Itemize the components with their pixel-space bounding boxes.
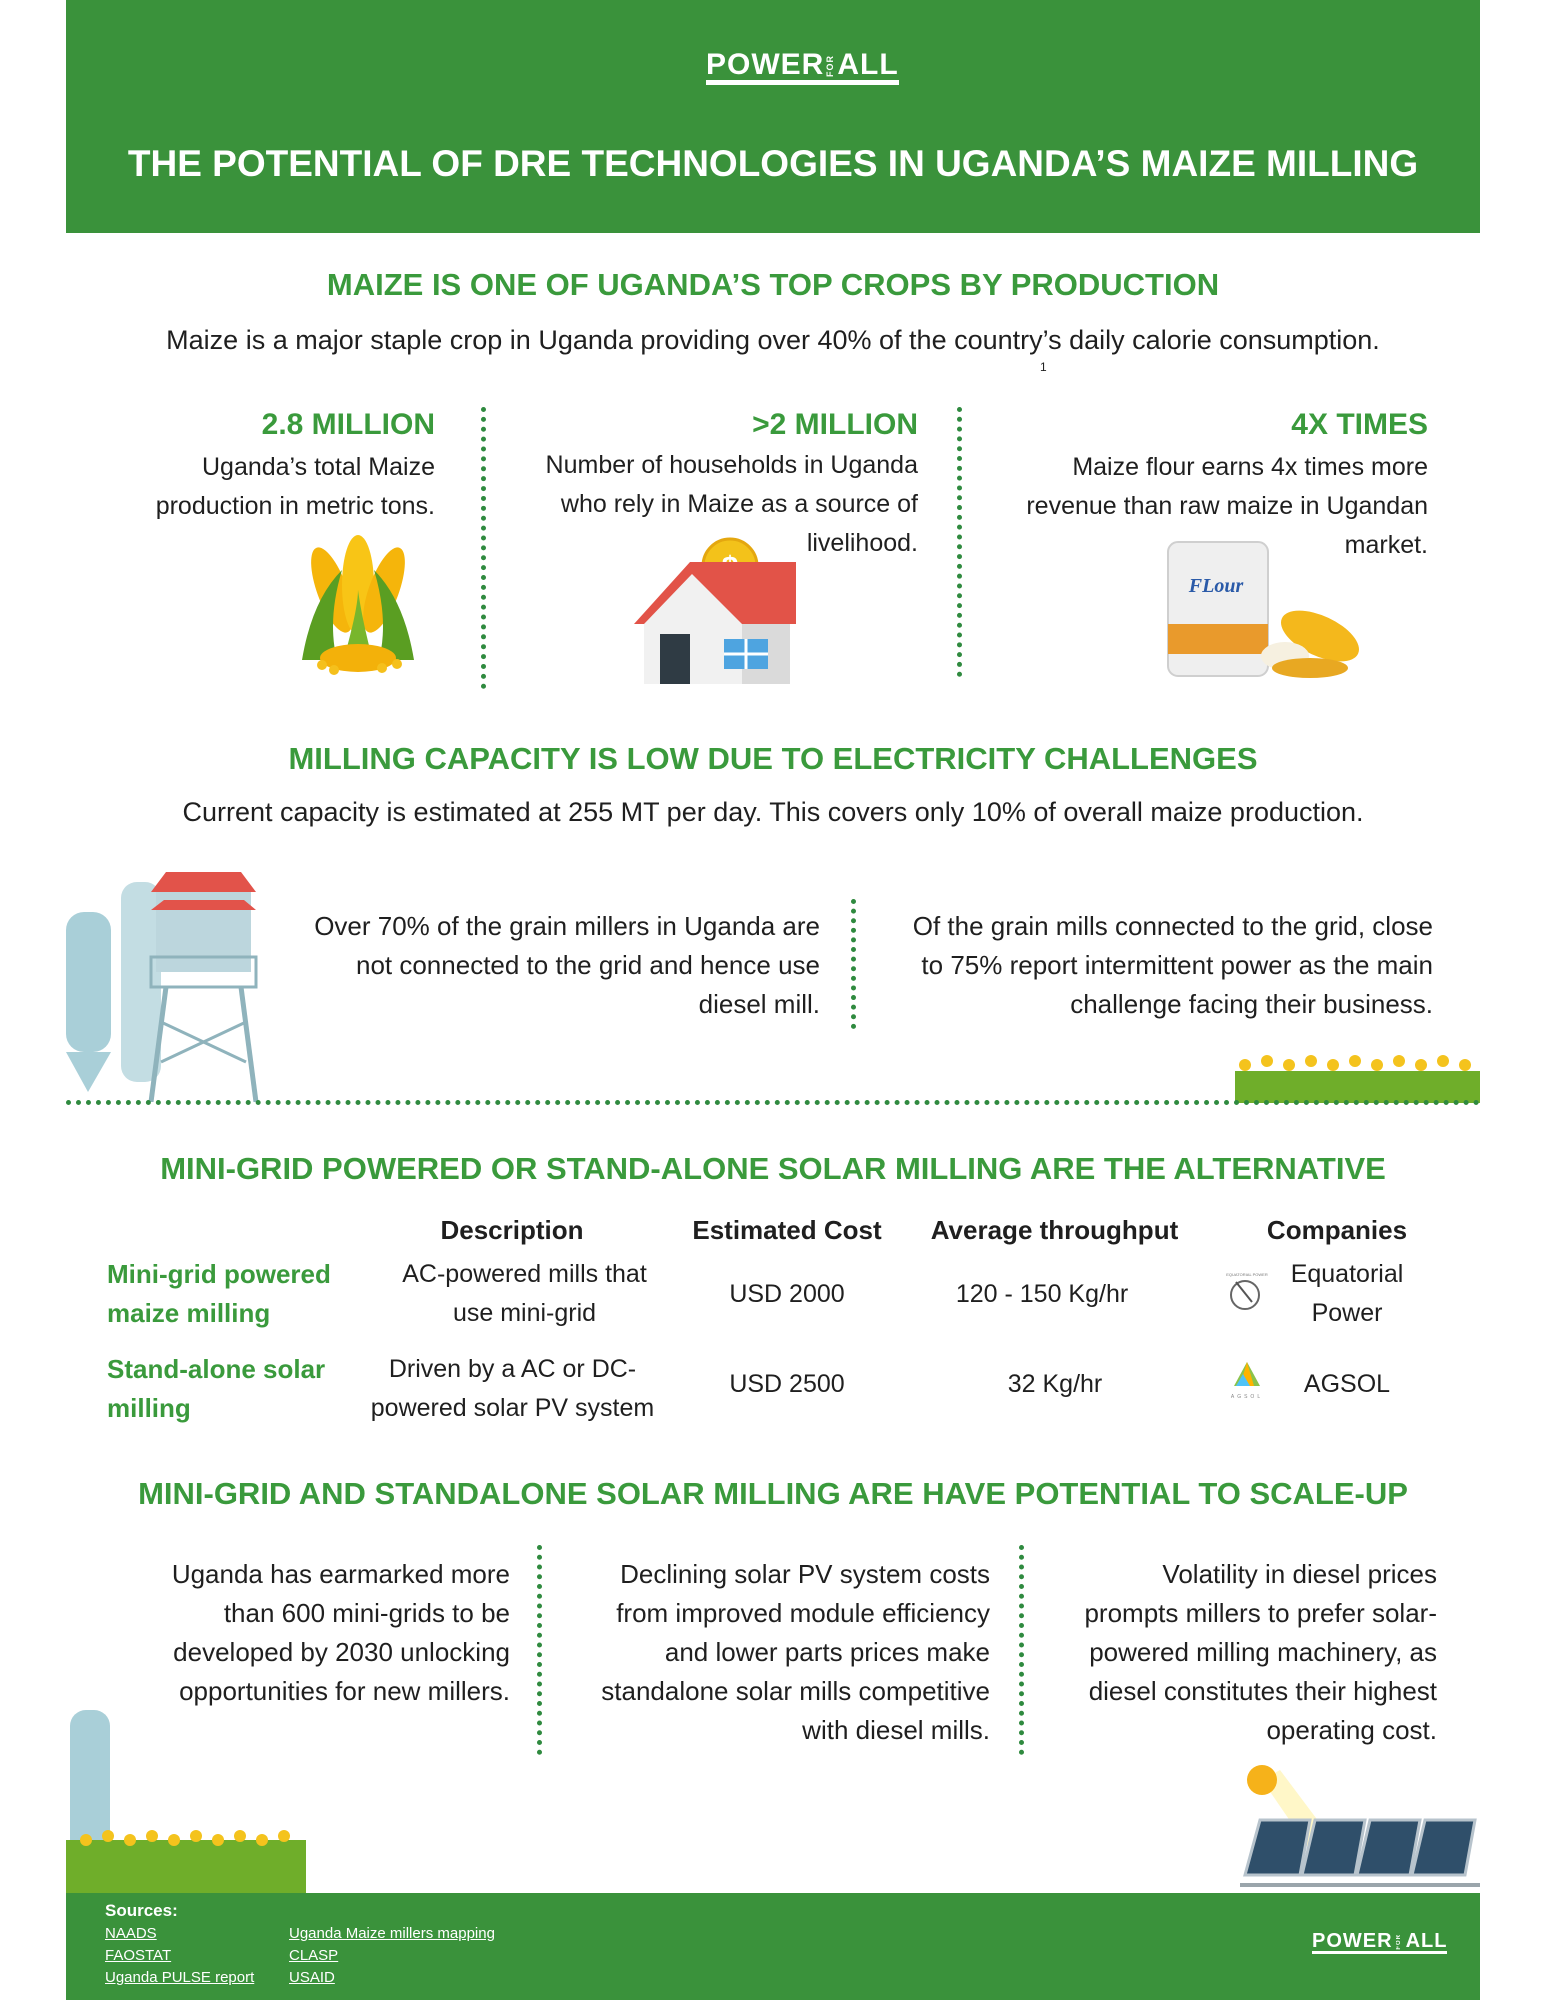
stat-value: 4X TIMES [1291,408,1428,441]
section3-title: MINI-GRID POWERED OR STAND-ALONE SOLAR MILLING ARE THE ALTERNATIVE [160,1151,1386,1186]
body-line: prompts millers to prefer solar- [1084,1598,1437,1628]
stat-line: revenue than raw maize in Ugandan [1026,492,1428,520]
stat-line: livelihood. [806,529,918,557]
cell-line: use mini-grid [452,1299,597,1327]
body-line: opportunities for new millers. [179,1676,510,1706]
table-row-label [107,1350,347,1428]
body-line: Declining solar PV system costs [620,1559,990,1589]
cell-line: AC-powered mills that [402,1260,647,1288]
body-line: from improved module efficiency [616,1598,990,1628]
body-line: not connected to the grid and hence use [355,950,820,980]
company-name-line: Equatorial [1290,1260,1404,1288]
sources-column [289,1923,495,1989]
grid-connection-text [300,907,820,1024]
scale-up-mini-grids-text [120,1555,510,1711]
house-money-icon [630,532,802,684]
source-link-pulse[interactable]: Uganda PULSE report [105,1969,255,1986]
horizontal-divider [66,1100,1480,1105]
maize-cobs-icon [282,530,434,680]
table-cell-cost: USD 2500 [729,1370,845,1398]
power-for-all-logo [706,50,899,85]
sources-column [105,1923,254,1989]
stat-value: >2 MILLION [752,408,918,441]
body-line: to 75% report intermittent power as the main [921,950,1433,980]
body-line: than 600 mini-grids to be [223,1598,510,1628]
body-line: diesel constitutes their highest [1088,1676,1437,1706]
column-header-description: Description [440,1215,584,1245]
cell-line: Driven by a AC or DC- [388,1355,637,1383]
body-line: operating cost. [1266,1715,1437,1745]
body-line: Over 70% of the grain millers in Uganda are [314,911,820,941]
logo-word-power: POWER [706,48,825,81]
footnote-marker: 1 [1040,360,1047,374]
equatorial-power-logo [1222,1268,1272,1318]
logo-word-for: FOR [825,55,836,78]
source-link-faostat[interactable]: FAOSTAT [105,1947,172,1964]
section4-title: MINI-GRID AND STANDALONE SOLAR MILLING ARE HAVE POTENTIAL TO SCALE-UP [138,1476,1408,1511]
column-header-throughput: Average throughput [930,1215,1179,1245]
stat-line: market. [1344,531,1428,559]
table-row-label [107,1255,347,1333]
stat-line: Number of households in Uganda [545,451,918,479]
body-line: standalone solar mills competitive [601,1676,990,1706]
stat-production [100,408,435,526]
source-link-naads[interactable]: NAADS [105,1925,157,1942]
stat-line: production in metric tons. [155,492,435,520]
body-line: powered milling machinery, as [1089,1637,1437,1667]
row-label-line: Mini-grid powered [107,1259,331,1289]
column-header-companies: Companies [1266,1215,1408,1245]
body-line: Volatility in diesel prices [1162,1559,1437,1589]
stat-line: who rely in Maize as a source of [560,490,918,518]
stat-line: Maize flour earns 4x times more [1072,453,1428,481]
body-line: with diesel mills. [802,1715,990,1745]
row-label-line: Stand-alone solar [107,1354,326,1384]
body-line: challenge facing their business. [1070,989,1433,1019]
source-link-clasp[interactable]: CLASP [289,1947,339,1964]
logo-word-all: ALL [837,48,899,81]
table-cell-company: AGSOL [1303,1370,1391,1398]
body-line: developed by 2030 unlocking [173,1637,510,1667]
row-label-line: milling [107,1393,191,1423]
table-cell-description [362,1255,687,1333]
logo-word-all: ALL [1405,1930,1448,1952]
section2-title: MILLING CAPACITY IS LOW DUE TO ELECTRICITY CHALLENGES [288,741,1258,776]
source-link-maize-mapping[interactable]: Uganda Maize millers mapping [289,1925,495,1942]
agsol-logo-text: AGSOL [1230,1394,1264,1400]
body-line: Of the grain mills connected to the grid, close [912,911,1433,941]
agsol-logo [1222,1356,1272,1406]
sources-label: Sources: [105,1901,178,1920]
vertical-divider [957,407,962,677]
company-name-line: Power [1311,1299,1383,1327]
solar-panels-icon [1240,1760,1480,1893]
flour-bag-icon [1160,536,1365,686]
footer-banner [66,1893,1480,2000]
stat-value: 2.8 MILLION [261,408,435,441]
cell-line: powered solar PV system [370,1394,655,1422]
equatorial-logo-text: EQUATORIAL POWER [1226,1272,1268,1277]
silo-maize-field-icon [66,1690,306,1893]
maize-field-icon [1235,1045,1480,1103]
scale-up-pv-costs-text [560,1555,990,1750]
table-cell-cost: USD 2000 [729,1280,845,1308]
body-line: and lower parts prices make [664,1637,990,1667]
section2-intro: Current capacity is estimated at 255 MT per day. This covers only 10% of overall maize production. [182,797,1364,827]
body-line: diesel mill. [698,989,820,1019]
header-banner [66,0,1480,233]
column-header-cost: Estimated Cost [692,1215,882,1245]
vertical-divider [851,899,856,1029]
body-line: Uganda has earmarked more [171,1559,510,1589]
logo-word-power: POWER [1312,1930,1393,1952]
grain-silo-tower-icon [66,862,276,1102]
scale-up-diesel-text [1045,1555,1437,1750]
section1-intro: Maize is a major staple crop in Uganda providing over 40% of the country’s daily calorie consumption. [166,325,1380,355]
row-label-line: maize milling [107,1298,271,1328]
vertical-divider [1019,1545,1024,1755]
vertical-divider [537,1545,542,1755]
table-cell-throughput: 120 - 150 Kg/hr [955,1280,1129,1308]
logo-word-for: FOR [1395,1933,1402,1950]
intermittent-power-text [875,907,1433,1024]
section1-title: MAIZE IS ONE OF UGANDA’S TOP CROPS BY PRODUCTION [326,267,1220,302]
table-cell-description [350,1350,675,1428]
table-cell-throughput: 32 Kg/hr [1007,1370,1103,1398]
vertical-divider [481,407,486,689]
stat-line: Uganda’s total Maize [201,453,435,481]
source-link-usaid[interactable]: USAID [289,1969,335,1986]
table-cell-company [1272,1255,1422,1333]
page-title: THE POTENTIAL OF DRE TECHNOLOGIES IN UGANDA’S MAIZE MILLING [127,143,1419,184]
flour-bag-label: FLour [1188,575,1244,597]
power-for-all-logo [1312,1931,1447,1954]
